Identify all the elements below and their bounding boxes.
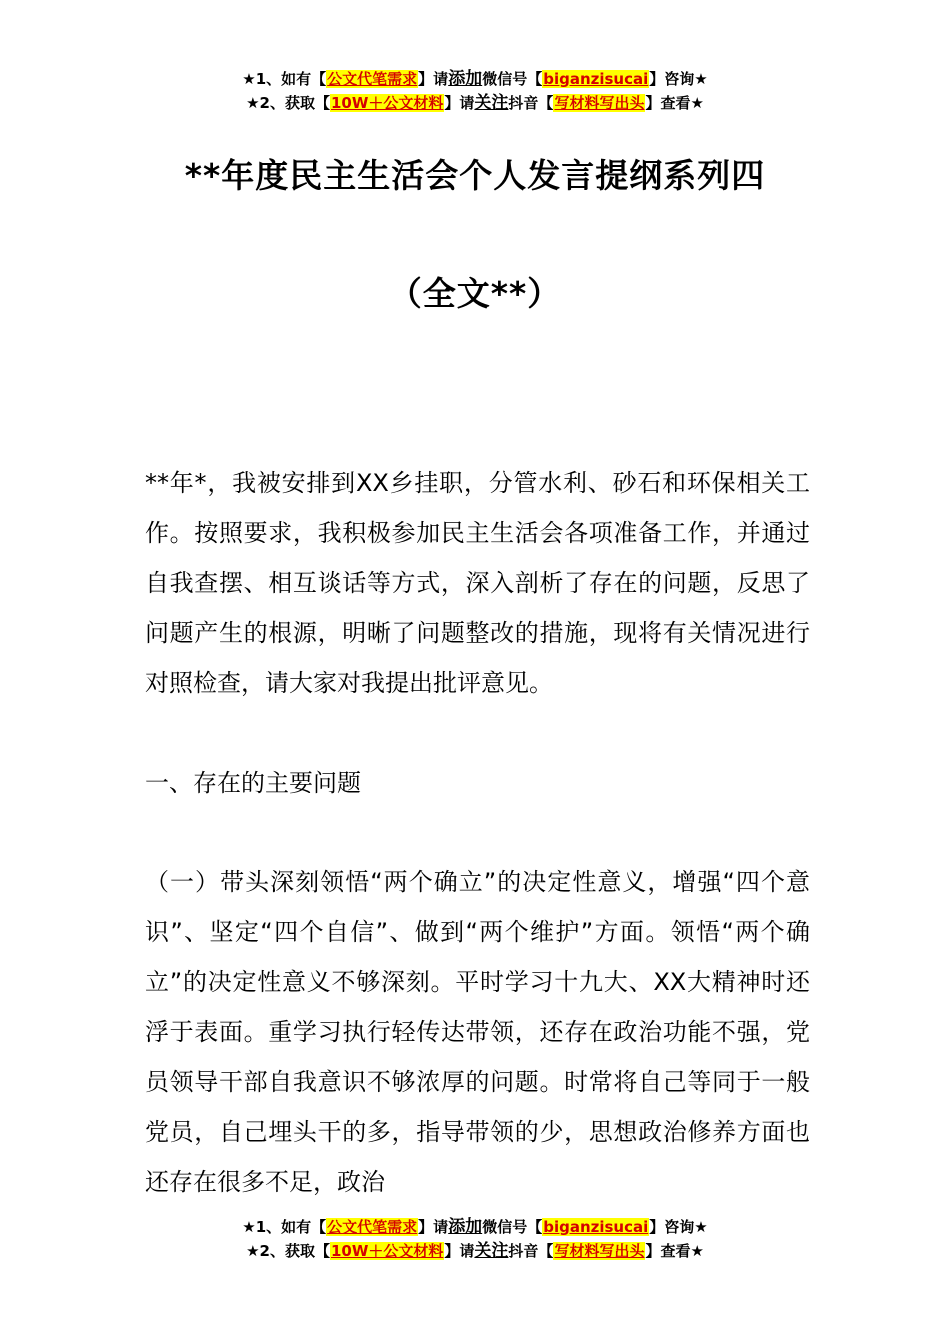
promo-line-2-prefix: ★2、获取【 [246,94,330,112]
promo-highlight-materials: 10W＋公文材料 [330,1242,444,1260]
promo-line-2-text: 】请 [444,94,475,112]
promo-highlight-douyin-id: 写材料写出头 [554,94,645,112]
promo-line-2-text-2: 抖音【 [508,1242,554,1260]
promo-underline-add: 添加 [448,69,483,89]
promo-line-2-text: 】请 [444,1242,475,1260]
body-paragraph-issue-1 [145,857,810,1207]
promo-underline-follow: 关注 [474,1241,509,1261]
promo-line-1-prefix: ★1、如有【 [242,70,327,88]
promo-underline-add: 添加 [448,1217,483,1237]
promo-highlight-douyin-id: 写材料写出头 [554,1242,645,1260]
promo-banner-bottom [0,1215,950,1263]
section-heading [145,758,810,808]
promo-line-1 [0,1215,950,1239]
promo-highlight-wechat-id: biganzisucai [543,70,649,88]
promo-line-2-suffix: 】查看★ [645,1242,704,1260]
promo-line-1-suffix: 】咨询★ [649,1218,708,1236]
promo-line-2-text-2: 抖音【 [508,94,554,112]
promo-line-2 [0,1239,950,1263]
promo-highlight-service: 公文代笔需求 [327,1218,418,1236]
promo-banner-top [0,67,950,115]
paragraph-text: **年*，我被安排到XX乡挂职，分管水利、砂石和环保相关工作。按照要求，我积极参加民主生活会各项准备工作，并通过自我查摆、相互谈话等方式，深入剖析了存在的问题，反思了问题产生的根源，明晰了问题整改的措施，现将有关情况进行对照检查，请大家对我提出批评意见。 [145,469,810,697]
body-paragraph-intro [145,458,810,708]
promo-line-1-prefix: ★1、如有【 [242,1218,327,1236]
paragraph-text: （一）带头深刻领悟“两个确立”的决定性意义，增强“四个意识”、坚定“四个自信”、做到“两个维护”方面。领悟“两个确立”的决定性意义不够深刻。平时学习十九大、XX大精神时还浮于表面。重学习执行轻传达带领，还存在政治功能不强，党员领导干部自我意识不够浓厚的问题。时常将自己等同于一般党员，自己埋头干的多，指导带领的少，思想政治修养方面也还存在很多不足，政治 [145,868,810,1196]
promo-line-1-text: 】请 [418,1218,449,1236]
promo-line-1-text-2: 微信号【 [482,70,543,88]
promo-line-2-prefix: ★2、获取【 [246,1242,330,1260]
promo-highlight-wechat-id: biganzisucai [543,1218,649,1236]
promo-line-1-text-2: 微信号【 [482,1218,543,1236]
promo-underline-follow: 关注 [474,93,509,113]
section-heading-text: 一、存在的主要问题 [145,769,361,797]
promo-highlight-service: 公文代笔需求 [327,70,418,88]
document-title-subtitle: （全文**） [388,274,562,313]
promo-line-2-suffix: 】查看★ [645,94,704,112]
promo-line-1-text: 】请 [418,70,449,88]
promo-highlight-materials: 10W＋公文材料 [330,94,444,112]
promo-line-1-suffix: 】咨询★ [649,70,708,88]
promo-line-1 [0,67,950,91]
promo-line-2 [0,91,950,115]
document-title: **年度民主生活会个人发言提纲系列四 [184,156,766,195]
